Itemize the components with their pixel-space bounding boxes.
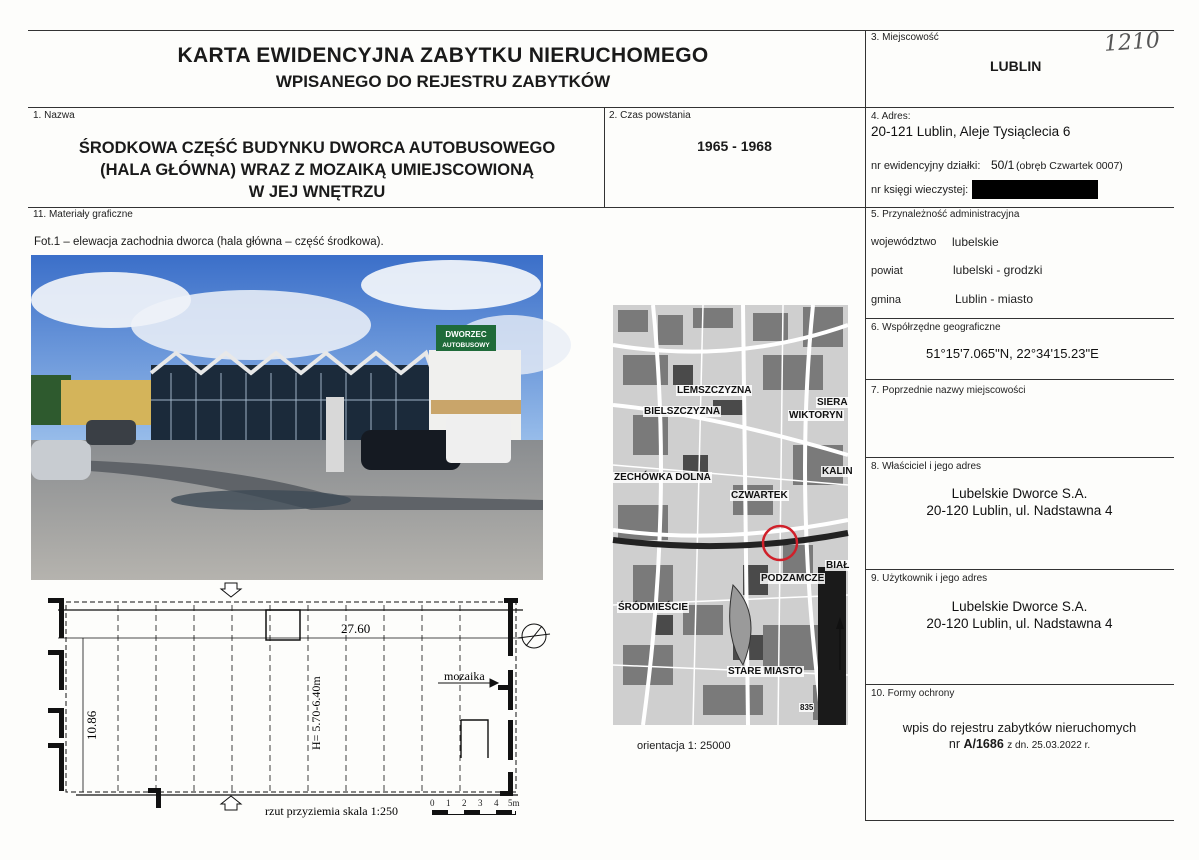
period-label: 2. Czas powstania: [609, 110, 691, 121]
owner-line1: Lubelskie Dworce S.A.: [951, 486, 1088, 501]
map-label-lemszczyzna: LEMSZCZYZNA: [677, 385, 752, 396]
plan-depth: 10.86: [84, 710, 99, 740]
map-label-podzamcze: PODZAMCZE: [761, 573, 825, 584]
protection-line1: wpis do rejestru zabytków nieruchomych: [902, 720, 1137, 735]
plot-label: nr ewidencyjny działki:: [871, 160, 981, 172]
plan-mosaic-label: mozaika: [444, 669, 485, 683]
user-line2: 20-120 Lublin, ul. Nadstawna 4: [926, 616, 1113, 631]
map-label-siera: SIERA: [817, 397, 848, 408]
protection-nr-prefix: nr: [948, 737, 960, 751]
plan-height: H= 5.70-6.40m: [309, 676, 323, 750]
protection-nr-value: A/1686: [963, 737, 1004, 751]
protection-date: z dn. 25.03.2022 r.: [1007, 740, 1091, 751]
locality-value: LUBLIN: [990, 58, 1042, 74]
scale-tick-2: 2: [462, 798, 467, 808]
station-photo: [31, 255, 543, 580]
protection-registry: [865, 737, 1174, 751]
plot-note: (obręb Czwartek 0007): [1016, 160, 1123, 172]
photo-sign-line1: DWORZEC: [445, 330, 487, 339]
locality-label: 3. Miejscowość: [871, 32, 939, 43]
name-label: 1. Nazwa: [33, 110, 75, 121]
document-title: KARTA EWIDENCYJNA ZABYTKU NIERUCHOMEGO: [177, 44, 709, 67]
scale-tick-1: 1: [446, 798, 451, 808]
handwritten-number: 1210: [1103, 28, 1161, 57]
commune-value: Lublin - miasto: [955, 292, 1034, 306]
monument-name-line1: ŚRODKOWA CZĘŚĆ BUDYNKU DWORCA AUTOBUSOWEGO: [78, 139, 556, 157]
map-label-bial: BIAŁ: [826, 560, 850, 571]
location-map: [613, 305, 853, 725]
previous-names-label: 7. Poprzednie nazwy miejscowości: [871, 385, 1026, 396]
coords-value: 51°15'7.065"N, 22°34'15.23"E: [926, 346, 1099, 361]
county-label: powiat: [871, 265, 903, 277]
coords-label: 6. Współrzędne geograficzne: [871, 322, 1001, 333]
graphics-label: 11. Materiały graficzne: [33, 209, 133, 220]
admin-label: 5. Przynależność administracyjna: [871, 209, 1020, 220]
map-label-stare-miasto: STARE MIASTO: [728, 666, 803, 677]
location-map-drawing: [613, 305, 848, 725]
redaction-bar: [972, 180, 1098, 199]
plan-width: 27.60: [341, 621, 371, 636]
land-register-label: nr księgi wieczystej:: [871, 184, 969, 196]
address-label: 4. Adres:: [871, 111, 911, 122]
protection-label: 10. Formy ochrony: [871, 688, 955, 699]
map-label-bielszczyzna: BIELSZCZYZNA: [644, 406, 721, 417]
map-label-wiktoryn: WIKTORYN: [789, 410, 843, 421]
map-label-srodmiescie: ŚRÓDMIEŚCIE: [618, 602, 689, 613]
voivodeship-label: województwo: [871, 236, 937, 248]
scale-tick-0: 0: [430, 798, 435, 808]
voivodeship-value: lubelskie: [952, 235, 999, 249]
user-label: 9. Użytkownik i jego adres: [871, 573, 988, 584]
north-arrow-icon: [830, 615, 854, 675]
owner-line2: 20-120 Lublin, ul. Nadstawna 4: [926, 503, 1113, 518]
plot-value: 50/1: [991, 158, 1015, 172]
scale-bar: [430, 798, 520, 816]
map-label-czwartek: CZWARTEK: [731, 490, 788, 501]
photo-caption: Fot.1 – elewacja zachodnia dworca (hala główna – część środkowa).: [34, 236, 384, 248]
commune-label: gmina: [871, 294, 901, 306]
plan-caption: rzut przyziemia skala 1:250: [265, 804, 398, 818]
floor-plan: [28, 580, 558, 818]
user-line1: Lubelskie Dworce S.A.: [951, 599, 1088, 614]
scale-tick-3: 3: [478, 798, 483, 808]
period-value: 1965 - 1968: [697, 138, 772, 154]
address-value: 20-121 Lublin, Aleje Tysiąclecia 6: [871, 124, 1071, 139]
map-caption: orientacja 1: 25000: [637, 740, 731, 752]
station-photo-drawing: [31, 255, 543, 580]
scale-tick-4: 4: [494, 798, 499, 808]
document-subtitle: WPISANEGO DO REJESTRU ZABYTKÓW: [275, 72, 611, 91]
monument-name-line2: (HALA GŁÓWNA) WRAZ Z MOZAIKĄ UMIEJSCOWIONĄ: [100, 161, 534, 179]
map-label-kalin: KALIN: [822, 466, 853, 477]
owner-label: 8. Właściciel i jego adres: [871, 461, 982, 472]
map-label-zechowka-dolna: ZECHÓWKA DOLNA: [614, 472, 711, 483]
scale-tick-5m: 5m: [508, 798, 520, 808]
monument-name: [30, 137, 604, 203]
county-value: lubelski - grodzki: [953, 263, 1043, 277]
map-label-road-835: 835: [800, 703, 814, 712]
photo-sign-line2: AUTOBUSOWY: [442, 342, 490, 349]
monument-name-line3: W JEJ WNĘTRZU: [248, 183, 386, 201]
